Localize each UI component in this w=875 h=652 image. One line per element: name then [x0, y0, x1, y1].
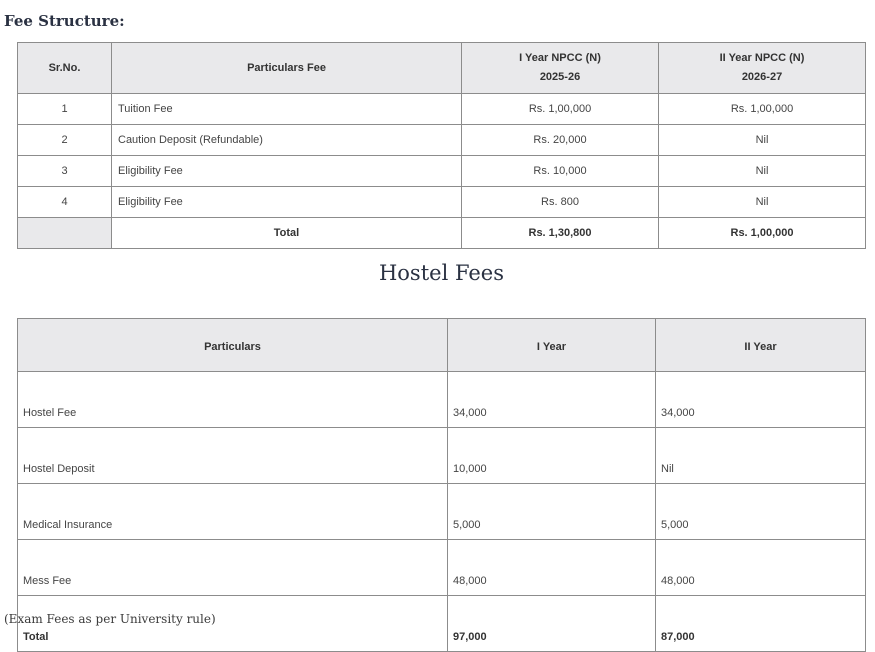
particular-cell: Mess Fee — [18, 540, 448, 596]
sr-no-cell: 2 — [18, 125, 112, 156]
table-row — [18, 125, 866, 156]
header-year1-title: I Year NPCC (N) — [519, 52, 601, 64]
year1-fee-cell: Rs. 10,000 — [462, 156, 659, 187]
year1-fee-cell: 10,000 — [448, 428, 656, 484]
table-row — [18, 540, 866, 596]
fee-structure-heading: Fee Structure: — [4, 12, 125, 30]
exam-fees-footnote: (Exam Fees as per University rule) — [4, 612, 216, 626]
year1-fee-cell: Rs. 20,000 — [462, 125, 659, 156]
year2-fee-cell: 34,000 — [656, 372, 866, 428]
total-label-cell: Total — [18, 596, 448, 652]
table-row — [18, 428, 866, 484]
header-year1-session: 2025-26 — [539, 71, 581, 83]
table-header-row — [18, 319, 866, 372]
particular-cell: Tuition Fee — [112, 94, 462, 125]
header-year2-session: 2026-27 — [741, 71, 783, 83]
sr-no-cell: 1 — [18, 94, 112, 125]
particular-cell: Eligibility Fee — [112, 156, 462, 187]
year1-fee-cell: 5,000 — [448, 484, 656, 540]
total-year2-cell: Rs. 1,00,000 — [659, 218, 866, 249]
header-year1: I Year — [448, 319, 656, 372]
year2-fee-cell: Nil — [659, 156, 866, 187]
header-year1 — [462, 43, 659, 94]
year1-fee-cell: 48,000 — [448, 540, 656, 596]
header-particulars: Particulars — [18, 319, 448, 372]
header-sr-no: Sr.No. — [18, 43, 112, 94]
table-row — [18, 484, 866, 540]
sr-no-cell: 3 — [18, 156, 112, 187]
particular-cell: Hostel Fee — [18, 372, 448, 428]
total-row — [18, 218, 866, 249]
year2-fee-cell: Nil — [659, 125, 866, 156]
total-label-cell: Total — [112, 218, 462, 249]
total-blank-cell — [18, 218, 112, 249]
hostel-fees-title: Hostel Fees — [378, 261, 505, 285]
table-row — [18, 156, 866, 187]
header-particulars-fee: Particulars Fee — [112, 43, 462, 94]
particular-cell: Eligibility Fee — [112, 187, 462, 218]
particular-cell: Medical Insurance — [18, 484, 448, 540]
year2-fee-cell: Nil — [656, 428, 866, 484]
year2-fee-cell: 48,000 — [656, 540, 866, 596]
year2-fee-cell: Rs. 1,00,000 — [659, 94, 866, 125]
header-year2: II Year — [656, 319, 866, 372]
header-year2 — [659, 43, 866, 94]
table-row — [18, 94, 866, 125]
total-year1-cell: Rs. 1,30,800 — [462, 218, 659, 249]
year1-fee-cell: 34,000 — [448, 372, 656, 428]
year2-fee-cell: 5,000 — [656, 484, 866, 540]
fee-structure-table — [17, 42, 866, 249]
sr-no-cell: 4 — [18, 187, 112, 218]
table-row — [18, 187, 866, 218]
year1-fee-cell: Rs. 800 — [462, 187, 659, 218]
year1-fee-cell: Rs. 1,00,000 — [462, 94, 659, 125]
total-year1-cell: 97,000 — [448, 596, 656, 652]
table-row — [18, 372, 866, 428]
particular-cell: Hostel Deposit — [18, 428, 448, 484]
header-year2-title: II Year NPCC (N) — [719, 52, 805, 64]
hostel-fees-table — [17, 318, 866, 652]
year2-fee-cell: Nil — [659, 187, 866, 218]
particular-cell: Caution Deposit (Refundable) — [112, 125, 462, 156]
table-header-row — [18, 43, 866, 94]
total-year2-cell: 87,000 — [656, 596, 866, 652]
